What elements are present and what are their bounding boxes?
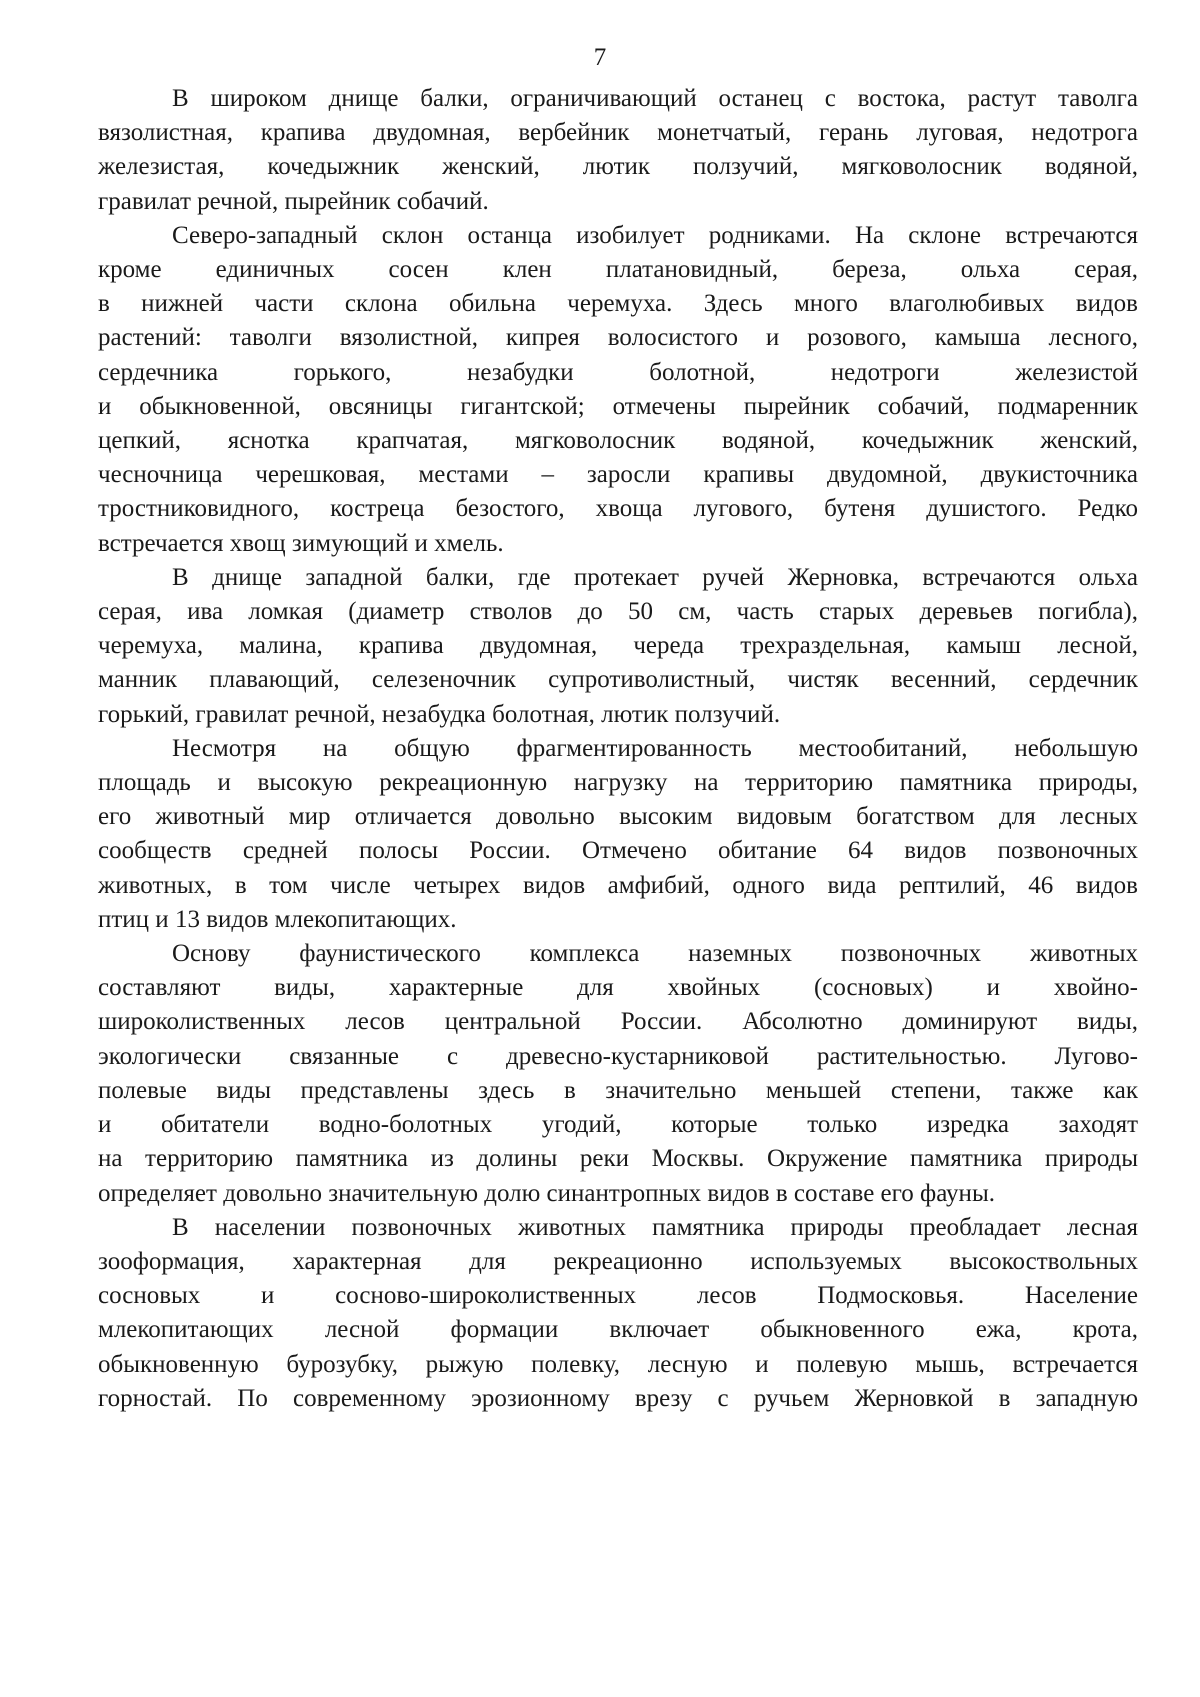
document-body [98, 82, 1138, 1416]
paragraph [98, 561, 1138, 732]
text-line: горький, гравилат речной, незабудка болотная, лютик ползучий. [98, 700, 781, 728]
text-line: в нижней части склона обильна черемуха. Здесь много влаголюбивых видов [98, 290, 1138, 318]
text-line: сообществ средней полосы России. Отмечено обитание 64 видов позвоночных [98, 837, 1138, 865]
text-line: животных, в том числе четырех видов амфибий, одного вида рептилий, 46 видов [98, 871, 1138, 899]
text-line: на территорию памятника из долины реки Москвы. Окружение памятника природы [98, 1145, 1138, 1173]
text-line: площадь и высокую рекреационную нагрузку на территорию памятника природы, [98, 769, 1138, 797]
text-line: железистая, кочедыжник женский, лютик ползучий, мягковолосник водяной, [98, 153, 1138, 181]
text-line: и обитатели водно-болотных угодий, которые только изредка заходят [98, 1111, 1138, 1139]
text-line: В населении позвоночных животных памятника природы преобладает лесная [172, 1213, 1138, 1241]
text-line: сердечника горького, незабудки болотной, недотроги железистой [98, 358, 1138, 386]
text-line: вязолистная, крапива двудомная, вербейник монетчатый, герань луговая, недотрога [98, 119, 1138, 147]
text-line: кроме единичных сосен клен платановидный, береза, ольха серая, [98, 256, 1138, 284]
text-line: чесночница черешковая, местами – заросли крапивы двудомной, двукисточника [98, 461, 1138, 489]
text-line: манник плавающий, селезеночник супротиволистный, чистяк весенний, сердечник [98, 666, 1138, 694]
text-line: млекопитающих лесной формации включает обыкновенного ежа, крота, [98, 1316, 1138, 1344]
text-line: тростниковидного, костреца безостого, хвоща лугового, бутеня душистого. Редко [98, 495, 1138, 523]
text-line: птиц и 13 видов млекопитающих. [98, 905, 457, 933]
text-line: определяет довольно значительную долю синантропных видов в составе его фауны. [98, 1179, 995, 1207]
text-line: цепкий, яснотка крапчатая, мягковолосник водяной, кочедыжник женский, [98, 427, 1138, 455]
text-line: Основу фаунистического комплекса наземных позвоночных животных [172, 940, 1138, 968]
page-number: 7 [593, 44, 607, 71]
text-line: сосновых и сосново-широколиственных лесов Подмосковья. Население [98, 1282, 1138, 1310]
paragraph [98, 937, 1138, 1211]
text-line: В днище западной балки, где протекает ручей Жерновка, встречаются ольха [172, 563, 1138, 591]
text-line: Несмотря на общую фрагментированность местообитаний, небольшую [172, 734, 1138, 762]
text-line: Северо-западный склон останца изобилует родниками. На склоне встречаются [172, 221, 1138, 249]
text-line: горностай. По современному эрозионному врезу с ручьем Жерновкой в западную [98, 1384, 1138, 1412]
text-line: встречается хвощ зимующий и хмель. [98, 529, 504, 557]
text-line: серая, ива ломкая (диаметр стволов до 50 см, часть старых деревьев погибла), [98, 598, 1138, 626]
text-line: составляют виды, характерные для хвойных (сосновых) и хвойно- [98, 974, 1138, 1002]
paragraph [98, 82, 1138, 219]
text-line: зооформация, характерная для рекреационно используемых высокоствольных [98, 1247, 1138, 1275]
text-line: обыкновенную бурозубку, рыжую полевку, лесную и полевую мышь, встречается [98, 1350, 1138, 1378]
paragraph [98, 219, 1138, 561]
paragraph [98, 1211, 1138, 1416]
text-line: экологически связанные с древесно-кустарниковой растительностью. Лугово- [98, 1042, 1138, 1070]
paragraph [98, 732, 1138, 937]
text-line: полевые виды представлены здесь в значительно меньшей степени, также как [98, 1076, 1138, 1104]
text-line: гравилат речной, пырейник собачий. [98, 187, 489, 215]
text-line: В широком днище балки, ограничивающий останец с востока, растут таволга [172, 85, 1138, 112]
text-line: растений: таволги вязолистной, кипрея волосистого и розового, камыша лесного, [98, 324, 1138, 352]
text-line: его животный мир отличается довольно высоким видовым богатством для лесных [98, 803, 1138, 831]
text-line: широколиственных лесов центральной России. Абсолютно доминируют виды, [98, 1008, 1138, 1036]
text-line: и обыкновенной, овсяницы гигантской; отмечены пырейник собачий, подмаренник [98, 392, 1138, 420]
text-line: черемуха, малина, крапива двудомная, череда трехраздельная, камыш лесной, [98, 632, 1138, 660]
